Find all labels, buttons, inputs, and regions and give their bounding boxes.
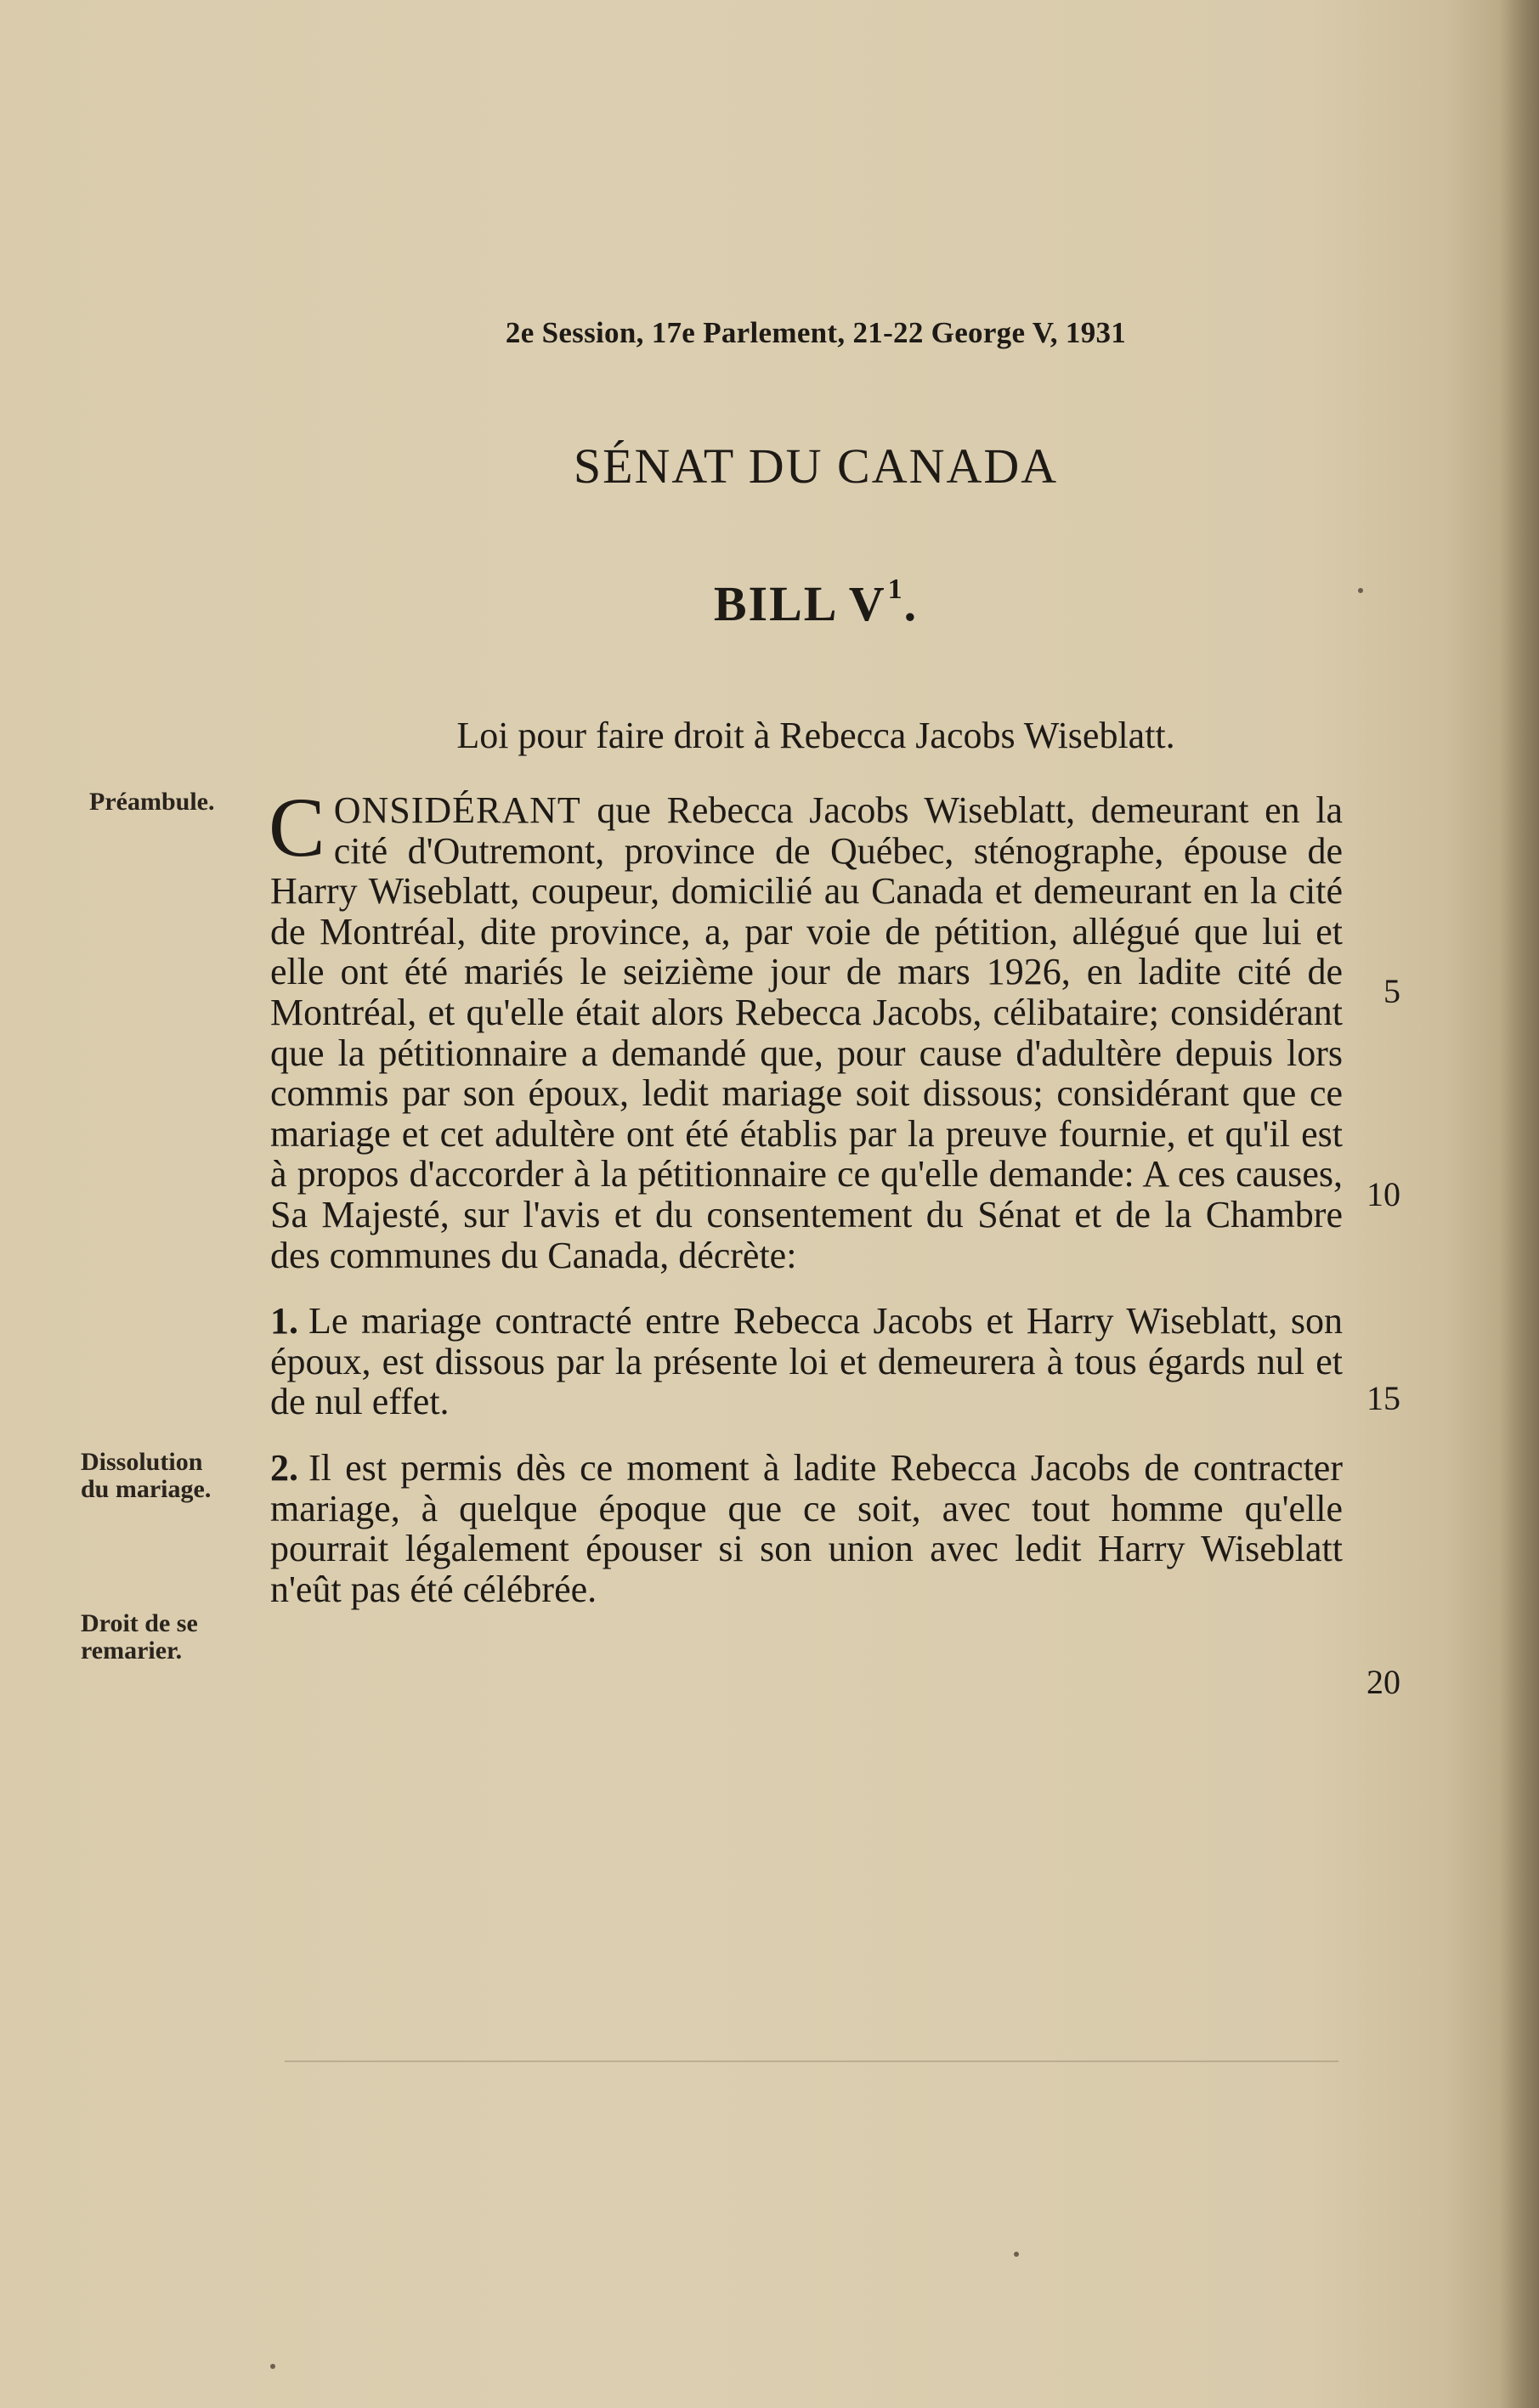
- preamble-lead: ONSIDÉRANT: [333, 789, 581, 831]
- section-1-number: 1.: [270, 1300, 298, 1342]
- speck: [270, 2364, 275, 2369]
- page-edge-shadow: [1500, 0, 1539, 2408]
- margin-note-dissolution: [81, 1449, 211, 1503]
- margin-note-remarry-line1: Droit de se: [81, 1609, 198, 1637]
- bill-title: [0, 574, 1539, 632]
- margin-note-preamble: Préambule.: [89, 788, 215, 816]
- line-number-20: 20: [1366, 1663, 1400, 1701]
- bill-prefix: BILL V: [713, 576, 886, 631]
- margin-note-dissolution-line1: Dissolution: [81, 1448, 203, 1476]
- preamble-dropcap: C: [269, 780, 325, 874]
- section-2-number: 2.: [270, 1446, 298, 1489]
- show-through-rule: [285, 2060, 1338, 2062]
- section-2: [270, 1448, 1343, 1609]
- margin-note-dissolution-line2: du mariage.: [81, 1475, 212, 1503]
- speck: [1358, 588, 1363, 593]
- line-number-5: 5: [1383, 972, 1400, 1010]
- bill-period: .: [903, 576, 919, 631]
- line-number-10: 10: [1366, 1175, 1400, 1213]
- speck: [1014, 2252, 1019, 2257]
- session-line: 2e Session, 17e Parlement, 21-22 George V, 1931: [505, 316, 1127, 349]
- margin-note-remarry: [81, 1610, 198, 1665]
- margin-note-remarry-line2: remarier.: [81, 1636, 183, 1665]
- bill-body: [269, 780, 1343, 1610]
- bill-long-title: Loi pour faire droit à Rebecca Jacobs Wiseblatt.: [456, 715, 1175, 756]
- preamble-paragraph: [269, 780, 1343, 1276]
- section-1: [270, 1301, 1343, 1422]
- section-2-text: Il est permis dès ce moment à ladite Rebecca Jacobs de contracter mariage, à quelque époque que ce soit, avec tout homme qu'elle pourrait légalement épouser si son union avec ledit Harry Wiseblatt n'eût pas été célébrée.: [270, 1446, 1343, 1610]
- senate-title: SÉNAT DU CANADA: [573, 438, 1059, 494]
- line-number-15: 15: [1366, 1379, 1400, 1417]
- preamble-text: que Rebecca Jacobs Wiseblatt, demeurant en la cité d'Outremont, province de Québec, sténographe, épouse de Harry Wiseblatt, coupeur, domicilié au Canada et demeurant en la cité de Montréal, dite province, a, par voie de pétition, allégué que lui et elle ont été mariés le seizième jour de mars 1926, en ladite cité de Montréal, et qu'elle était alors Rebecca Jacobs, célibataire; considérant que la pétitionnaire a demandé que, pour cause d'adultère depuis lors commis par son époux, ledit mariage soit dissous; considérant que ce mariage et cet adultère ont été établis par la preuve fournie, et qu'il est à propos d'accorder à la pétitionnaire ce qu'elle demande: A ces causes, Sa Majesté, sur l'avis et du consentement du Sénat et de la Chambre des communes du Canada, décrète:: [270, 789, 1343, 1276]
- bill-superscript: 1: [887, 574, 904, 605]
- section-1-text: Le mariage contracté entre Rebecca Jacobs et Harry Wiseblatt, son époux, est dissous par la présente loi et demeurera à tous égards nul et de nul effet.: [270, 1300, 1343, 1423]
